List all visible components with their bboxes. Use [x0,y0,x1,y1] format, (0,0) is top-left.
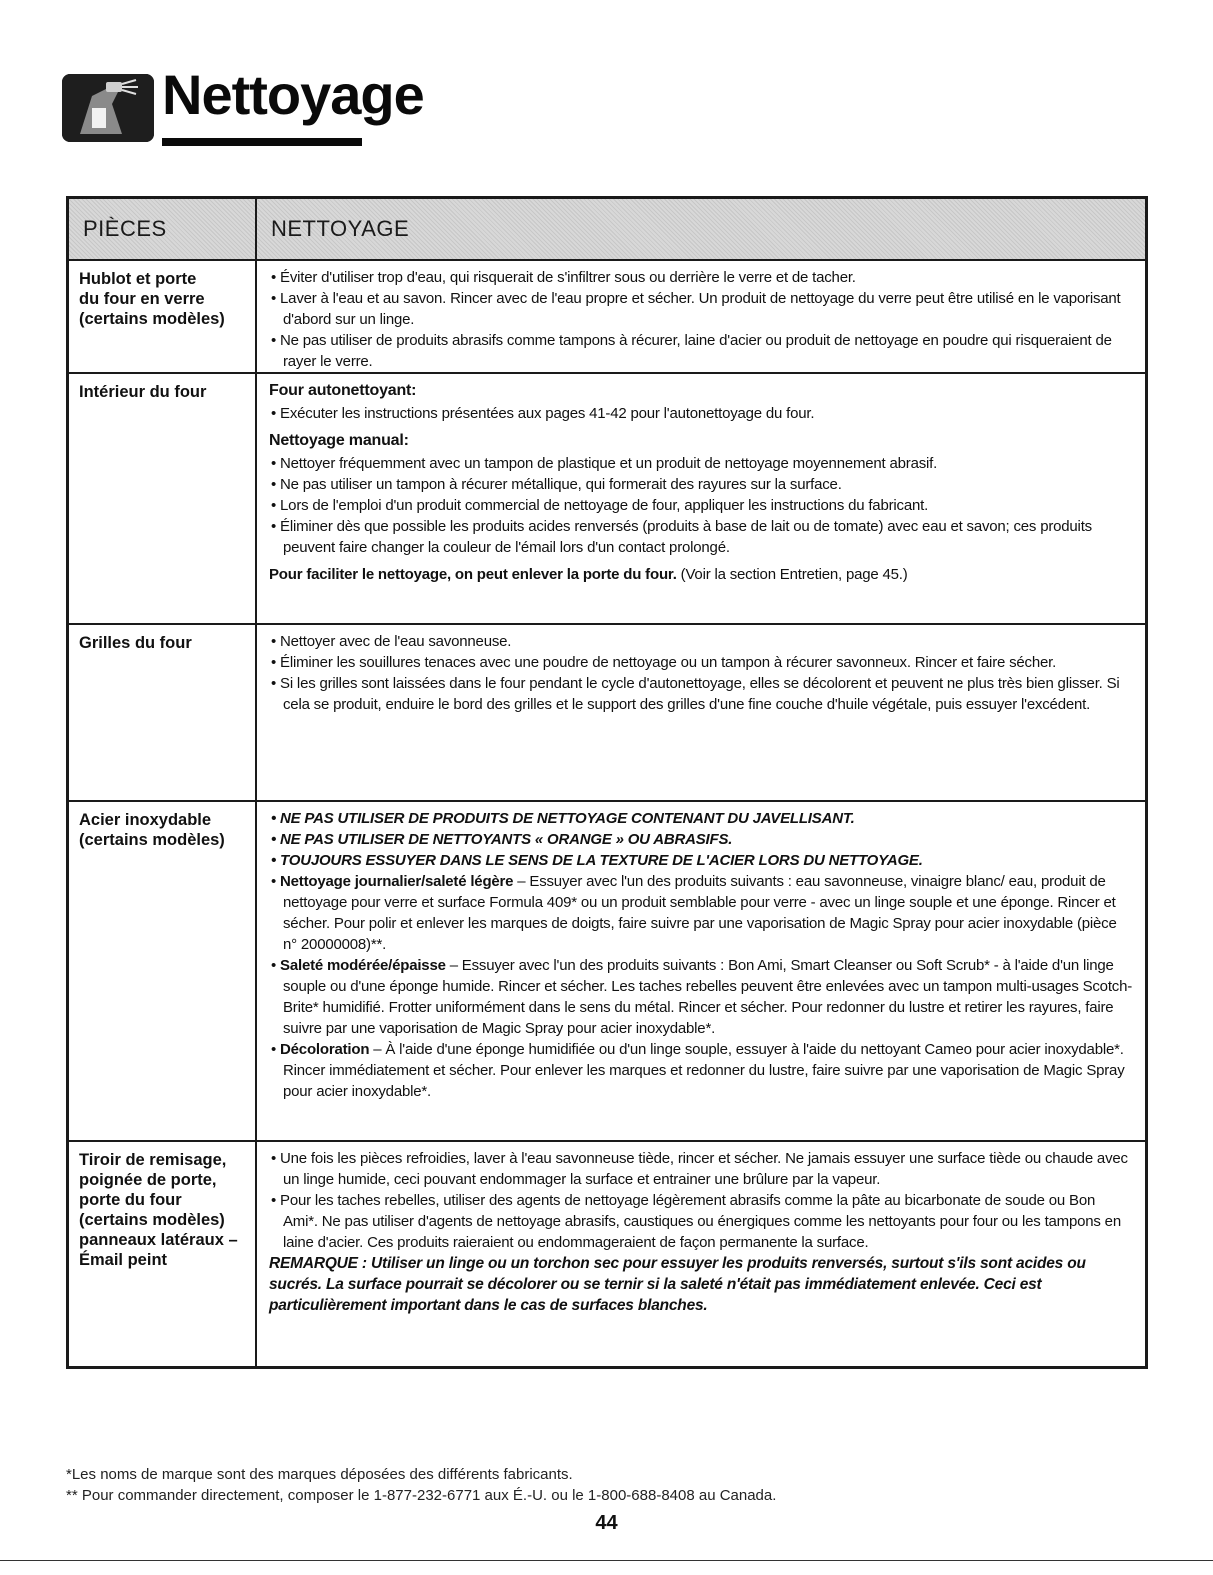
table-row [69,625,1145,802]
list-item: • Ne pas utiliser de produits abrasifs comme tampons à récurer, laine d'acier ou produit de nettoyage en poudre qui risqueraient de rayer le verre. [269,330,1133,372]
cleaning-instructions [257,1142,1145,1366]
page-number: 44 [595,1512,618,1534]
page-header [62,58,424,158]
warning-item: • TOUJOURS ESSUYER DANS LE SENS DE LA TEXTURE DE L'ACIER LORS DU NETTOYAGE. [269,850,1133,871]
column-header-parts: PIÈCES [69,199,257,259]
warning-item: • NE PAS UTILISER DE NETTOYANTS « ORANGE » OU ABRASIFS. [269,829,1133,850]
list-item: • Exécuter les instructions présentées aux pages 41-42 pour l'autonettoyage du four. [269,403,1133,424]
list-item: • Décoloration – À l'aide d'une éponge humidifiée ou d'un linge souple, essuyer à l'aide du nettoyant Cameo pour acier inoxydable*. Rincer immédiatement et sécher. Pour enlever les marques et redonner du lustre, faire suivre par une vaporisation de Magic Spray pour acier inoxydable*. [269,1039,1133,1102]
table-row [69,1142,1145,1366]
cleaning-spray-icon [62,74,154,142]
table-header [69,199,1145,261]
table-row [69,374,1145,625]
cleaning-instructions [257,625,1145,800]
list-item: • Éliminer les souillures tenaces avec une poudre de nettoyage ou un tampon à récurer savonneux. Rincer et faire sécher. [269,652,1133,673]
list-item: • Si les grilles sont laissées dans le four pendant le cycle d'autonettoyage, elles se décolorent et peuvent ne plus très bien glisser. Si cela se produit, enduire le bord des grilles et le support des grilles d'une fine couche d'huile végétale, puis essuyer l'excédent. [269,673,1133,715]
door-removal-note: Pour faciliter le nettoyage, on peut enlever la porte du four. (Voir la section Entretien, page 45.) [269,566,908,583]
table-row [69,802,1145,1142]
remark: REMARQUE : Utiliser un linge ou un torchon sec pour essuyer les produits renversés, surtout s'ils sont acides ou sucrés. La surface pourrait se décolorer ou se ternir si la saleté n'était pas immédiatement enlevée. Ceci est particulièrement important dans le cas de surfaces blanches. [269,1255,1086,1314]
part-name: Tiroir de remisage, poignée de porte, porte du four (certains modèles) panneaux latéraux – Émail peint [69,1142,257,1366]
part-name: Intérieur du four [69,374,257,623]
cleaning-instructions [257,261,1145,372]
list-item: • Saleté modérée/épaisse – Essuyer avec l'un des produits suivants : Bon Ami, Smart Cleanser ou Soft Scrub* - à l'aide d'un linge souple ou d'une éponge humide. Rincer et sécher. Les taches rebelles peuvent être enlevées avec un tampon multi-usages Scotch-Brite* humidifié. Frotter uniformément dans le sens du métal. Rincer et sécher. Pour redonner du lustre et retirer les rayures, faire suivre par une vaporisation de Magic Spray pour acier inoxydable*. [269,955,1133,1039]
list-item: • Éliminer dès que possible les produits acides renversés (produits à base de lait ou de tomate) avec eau et savon; ces produits peuvent faire changer la couleur de l'émail lors d'un contact prolongé. [269,516,1133,558]
page-title: Nettoyage [162,63,424,126]
bottom-divider [0,1560,1213,1561]
cleaning-table [66,196,1148,1369]
list-item: • Une fois les pièces refroidies, laver à l'eau savonneuse tiède, rincer et sécher. Ne jamais essuyer une surface tiède ou chaude avec un linge humide, ceci pouvant endommager la surface et entrainer une brûlure par la vapeur. [269,1148,1133,1190]
cleaning-instructions [257,374,1145,623]
subheading: Four autonettoyant: [269,382,417,399]
part-name: Acier inoxydable (certains modèles) [69,802,257,1140]
footnote: ** Pour commander directement, composer le 1-877-232-6771 aux É.-U. ou le 1-800-688-8408 au Canada. [66,1487,777,1504]
column-header-cleaning: NETTOYAGE [257,199,1145,259]
list-item: • Nettoyer fréquemment avec un tampon de plastique et un produit de nettoyage moyennement abrasif. [269,453,1133,474]
list-item: • Ne pas utiliser un tampon à récurer métallique, qui formerait des rayures sur la surface. [269,474,1133,495]
warning-item: • NE PAS UTILISER DE PRODUITS DE NETTOYAGE CONTENANT DU JAVELLISANT. [269,808,1133,829]
list-item: • Éviter d'utiliser trop d'eau, qui risquerait de s'infiltrer sous ou derrière le verre et de tacher. [269,267,1133,288]
table-row [69,261,1145,374]
cleaning-instructions [257,802,1145,1140]
list-item: • Pour les taches rebelles, utiliser des agents de nettoyage légèrement abrasifs comme la pâte au bicarbonate de soude ou Bon Ami*. Ne pas utiliser d'agents de nettoyage abrasifs, caustiques ou énergiques comme les nettoyants pour four ou les tampons en laine d'acier. Ces produits raieraient ou endommageraient de façon permanente la surface. [269,1190,1133,1253]
list-item: • Nettoyage journalier/saleté légère – Essuyer avec l'un des produits suivants : eau savonneuse, vinaigre blanc/ eau, produit de nettoyage pour verre et surface Formula 409* ou un produit semblable pour verre - avec un linge souple et une éponge. Rincer et sécher. Pour polir et enlever les marques de doigts, faire suivre par une vaporisation de Magic Spray pour acier inoxydable (pièce n° 20000008)**. [269,871,1133,955]
list-item: • Lors de l'emploi d'un produit commercial de nettoyage de four, appliquer les instructions du fabricant. [269,495,1133,516]
footnotes [66,1464,1146,1506]
list-item: • Laver à l'eau et au savon. Rincer avec de l'eau propre et sécher. Un produit de nettoyage du verre peut être utilisé en le vaporisant d'abord sur un linge. [269,288,1133,330]
subheading: Nettoyage manual: [269,432,409,449]
title-underline [162,138,362,146]
part-name: Hublot et porte du four en verre (certains modèles) [69,261,257,372]
footnote: *Les noms de marque sont des marques déposées des différents fabricants. [66,1466,573,1483]
list-item: • Nettoyer avec de l'eau savonneuse. [269,631,1133,652]
part-name: Grilles du four [69,625,257,800]
